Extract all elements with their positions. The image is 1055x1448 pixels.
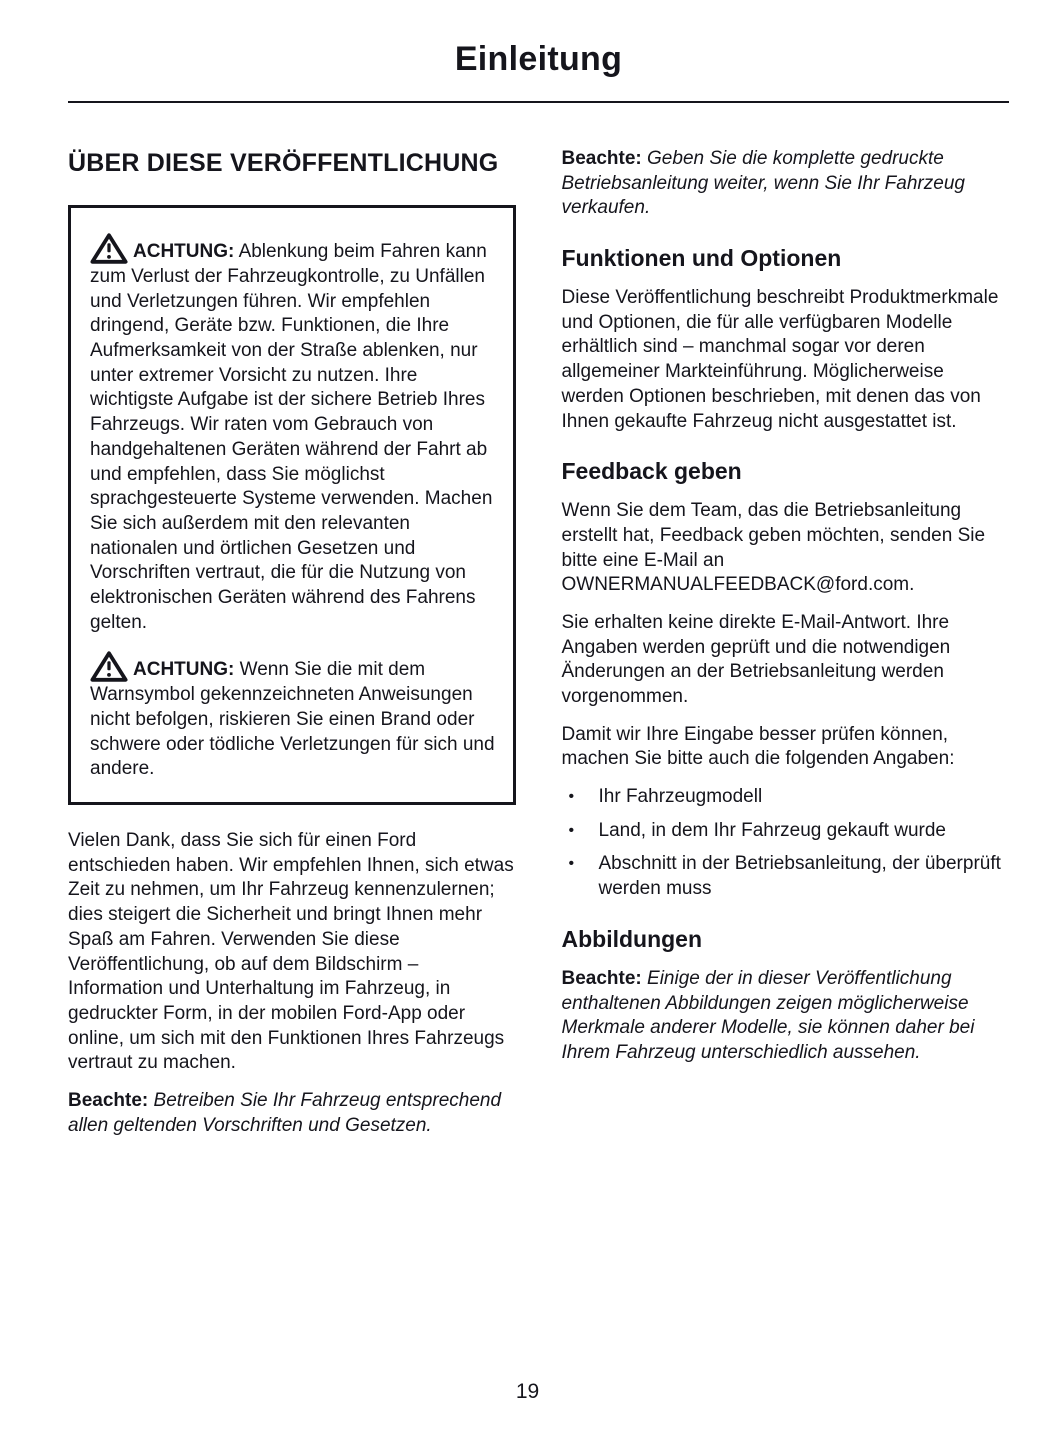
- note-label: Beachte:: [561, 148, 642, 169]
- warning-icon: [90, 232, 128, 265]
- note-operate-legally: [68, 1089, 516, 1138]
- bullet-text: Abschnitt in der Betriebsanleitung, der überprüft werden muss: [598, 853, 1001, 900]
- note-pass-on-manual: [562, 147, 1010, 221]
- feedback-paragraph-2: Sie erhalten keine direkte E-Mail-Antwort. Ihre Angaben werden geprüft und die notwendigen Änderungen an der Betriebsanleitung werden vorgenommen.: [561, 611, 951, 707]
- note-text: Betreiben Sie Ihr Fahrzeug entsprechend allen geltenden Vorschriften und Gesetzen.: [68, 1089, 502, 1136]
- warning-text: Ablenkung beim Fahren kann zum Verlust der Fahrzeugkontrolle, zu Unfällen und Verletzungen führen. Wir empfehlen dringend, Geräte bzw. Funktionen, die Ihre Aufmerksamkeit von der Straße ablenken, nur unter extremer Vorsicht zu nutzen. Ihre wichtigste Aufgabe ist der sichere Betrieb Ihres Fahrzeugs. Wir raten vom Gebrauch von handgehaltenen Geräten während der Fahrt ab und empfehlen, dass Sie möglichst sprachgesteuerte Systeme verwenden. Machen Sie sich außerdem mit den relevanten nationalen und örtlichen Gesetzen und Vorschriften vertraut, die für die Nutzung von elektronischen Geräten während des Fahrens gelten.: [90, 241, 493, 633]
- header-divider: [68, 101, 1009, 103]
- bullet-dot: •: [568, 821, 575, 839]
- feedback-paragraph-1: Wenn Sie dem Team, das die Betriebsanleitung erstellt hat, Feedback geben möchten, senden Sie bitte eine E-Mail an OWNERMANUALFEEDBACK@ford.com.: [561, 500, 986, 596]
- note-text: Einige der in dieser Veröffentlichung enthaltenen Abbildungen zeigen möglicherweise Merkmale anderer Modelle, sie können daher bei Ihrem Fahrzeug unterschiedlich aussehen.: [561, 967, 975, 1063]
- warning-box: [68, 205, 516, 805]
- bullet-dot: •: [568, 788, 575, 806]
- funktionen-paragraph: Diese Veröffentlichung beschreibt Produktmerkmale und Optionen, die für alle verfügbaren Modelle erhältlich sind – manchmal sogar vor deren allgemeiner Markteinführung. Möglicherweise werden Optionen beschrieben, mit denen das von Ihnen gekaufte Fahrzeug nicht ausgestattet ist.: [561, 287, 999, 432]
- list-item: [562, 852, 1010, 901]
- bullet-dot: •: [568, 855, 575, 873]
- left-column: [68, 147, 516, 1151]
- intro-paragraph: Vielen Dank, dass Sie sich für einen Ford entschieden haben. Wir empfehlen Ihnen, sich etwas Zeit zu nehmen, um Ihr Fahrzeug kennenzulernen; dies steigert die Sicherheit und bringt Ihnen mehr Spaß am Fahren. Verwenden Sie diese Veröffentlichung, ob auf dem Bildschirm – Information und Unterhaltung im Fahrzeug, in gedruckter Form, in der mobilen Ford-App oder online, um sich mit den Funktionen Ihres Fahrzeugs vertraut zu machen.: [68, 830, 514, 1074]
- list-item: [562, 819, 1010, 844]
- note-label: Beachte:: [561, 967, 642, 989]
- warning-label: ACHTUNG:: [133, 659, 235, 681]
- page-number: 19: [515, 1380, 540, 1403]
- warning-item-symbol: [90, 650, 496, 782]
- section-title-ueber-diese-veroeffentlichung: ÜBER DIESE VERÖFFENTLICHUNG: [68, 149, 499, 177]
- heading-funktionen-und-optionen: Funktionen und Optionen: [561, 245, 842, 272]
- list-item: [562, 785, 1010, 810]
- feedback-bullet-list: [562, 785, 1010, 902]
- note-text: Geben Sie die komplette gedruckte Betriebsanleitung weiter, wenn Sie Ihr Fahrzeug verkaufen.: [561, 148, 965, 219]
- warning-text: Wenn Sie die mit dem Warnsymbol gekennzeichneten Anweisungen nicht befolgen, riskieren Sie einen Brand oder schwere oder tödliche Verletzungen für sich und andere.: [90, 659, 495, 780]
- bullet-text: Ihr Fahrzeugmodell: [598, 786, 763, 808]
- warning-icon: [90, 650, 128, 683]
- content-columns: [68, 147, 1009, 1151]
- heading-feedback-geben: Feedback geben: [561, 458, 742, 485]
- note-illustrations: [562, 967, 1010, 1066]
- feedback-paragraph-3: Damit wir Ihre Eingabe besser prüfen können, machen Sie bitte auch die folgenden Angaben:: [561, 723, 955, 770]
- warning-item-distraction: [90, 232, 496, 635]
- right-column: [562, 147, 1010, 1151]
- warning-label: ACHTUNG:: [133, 241, 235, 262]
- bullet-text: Land, in dem Ihr Fahrzeug gekauft wurde: [598, 819, 946, 841]
- page-title: Einleitung: [454, 40, 623, 78]
- note-label: Beachte:: [68, 1089, 149, 1111]
- heading-abbildungen: Abbildungen: [561, 925, 703, 952]
